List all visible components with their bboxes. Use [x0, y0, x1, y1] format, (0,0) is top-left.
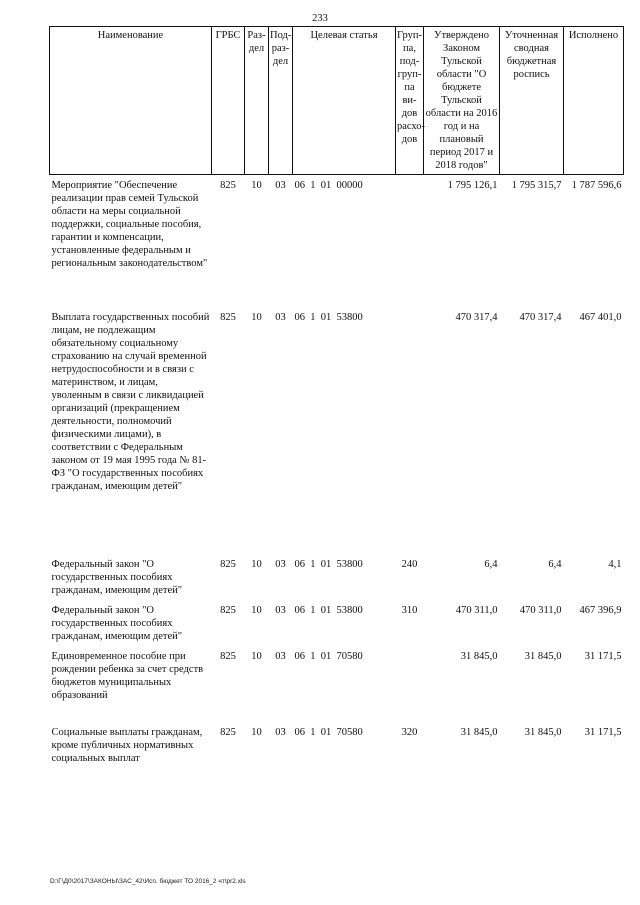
row-razdel: 10	[251, 312, 262, 323]
row-name: Единовременное пособие при рождении ребенка за счет средств бюджетов муниципальных образований	[51, 651, 204, 701]
row-executed: 467 401,0	[579, 312, 622, 323]
row-podrazdel: 03	[275, 180, 286, 191]
budget-table	[49, 26, 624, 798]
row-grbs: 825	[220, 651, 236, 662]
footer-file-path: D:\Г\Д0\2017\ЗАКОНЫ\ЗАС_42\Исп. бюджет ТО 2016_2 чт\pr2.xls	[50, 878, 246, 885]
table-row	[50, 646, 624, 722]
row-razdel: 10	[251, 559, 262, 570]
row-group: 240	[401, 559, 418, 570]
row-grbs: 825	[220, 559, 236, 570]
row-grbs: 825	[220, 312, 236, 323]
row-executed: 31 171,5	[584, 727, 622, 738]
row-refined: 470 317,4	[519, 312, 562, 323]
row-target: 06 1 01 70580	[294, 727, 363, 738]
row-name: Федеральный закон "О государственных пособиях гражданам, имеющим детей"	[51, 559, 183, 596]
row-refined: 1 795 315,7	[511, 180, 562, 191]
table-row	[50, 554, 624, 600]
header-group: Груп-па, под-груп-па ви-дов расхо-дов	[396, 27, 424, 175]
row-target: 06 1 01 00000	[294, 180, 363, 191]
row-approved: 6,4	[484, 559, 498, 570]
header-approved: Утверждено Законом Тульской области "О бюджете Тульской области на 2016 год и на плановый период 2017 и 2018 годов"	[424, 27, 500, 175]
row-target: 06 1 01 53800	[294, 559, 363, 570]
header-podrazdel: Под-раз-дел	[269, 27, 293, 175]
row-refined: 470 311,0	[519, 605, 562, 616]
table-header-row	[50, 27, 624, 175]
row-target: 06 1 01 70580	[294, 651, 363, 662]
row-podrazdel: 03	[275, 651, 286, 662]
row-name: Социальные выплаты гражданам, кроме публичных нормативных социальных выплат	[51, 727, 203, 764]
row-podrazdel: 03	[275, 559, 286, 570]
row-refined: 31 845,0	[524, 727, 562, 738]
table-row	[50, 600, 624, 646]
row-approved: 1 795 126,1	[447, 180, 498, 191]
row-group: 320	[401, 727, 418, 738]
row-razdel: 10	[251, 651, 262, 662]
row-grbs: 825	[220, 727, 236, 738]
page-number: 233	[312, 13, 328, 24]
row-approved: 470 311,0	[455, 605, 498, 616]
row-grbs: 825	[220, 180, 236, 191]
row-group	[396, 175, 424, 308]
row-razdel: 10	[251, 180, 262, 191]
row-podrazdel: 03	[275, 605, 286, 616]
header-name: Наименование	[50, 27, 212, 175]
row-razdel: 10	[251, 727, 262, 738]
row-name: Мероприятие "Обеспечение реализации прав семей Тульской области на меры социальной поддержки, социальные пособия, гарантии и компенсации, установленные федеральным и региональным законодательством"	[51, 180, 208, 269]
row-podrazdel: 03	[275, 727, 286, 738]
row-refined: 31 845,0	[524, 651, 562, 662]
header-razdel: Раз-дел	[245, 27, 269, 175]
header-target: Целевая статья	[293, 27, 396, 175]
row-target: 06 1 01 53800	[294, 605, 363, 616]
table-row	[50, 175, 624, 308]
header-refined: Уточненная сводная бюджетная роспись	[500, 27, 564, 175]
row-grbs: 825	[220, 605, 236, 616]
table-row	[50, 722, 624, 798]
row-executed: 1 787 596,6	[571, 180, 622, 191]
row-executed: 31 171,5	[584, 651, 622, 662]
row-group	[396, 646, 424, 722]
row-name: Федеральный закон "О государственных пособиях гражданам, имеющим детей"	[51, 605, 183, 642]
header-grbs: ГРБС	[212, 27, 245, 175]
header-executed: Исполнено	[564, 27, 624, 175]
row-executed: 467 396,9	[579, 605, 622, 616]
row-approved: 31 845,0	[460, 651, 498, 662]
row-approved: 31 845,0	[460, 727, 498, 738]
row-approved: 470 317,4	[455, 312, 498, 323]
row-target: 06 1 01 53800	[294, 312, 363, 323]
row-group: 310	[401, 605, 418, 616]
row-refined: 6,4	[548, 559, 562, 570]
row-group	[396, 307, 424, 554]
row-name: Выплата государственных пособий лицам, не подлежащим обязательному социальному страхованию на случай временной нетрудоспособности и в связи с материнством, и лицам, уволенным в связи с ликвидацией организаций (прекращением деятельности, полномочий физическими лицами), в соответствии с Федеральным законом от 19 мая 1995 года № 81-ФЗ "О государственных пособиях гражданам, имеющим детей"	[51, 312, 210, 492]
row-podrazdel: 03	[275, 312, 286, 323]
row-executed: 4,1	[608, 559, 622, 570]
row-razdel: 10	[251, 605, 262, 616]
table-row	[50, 307, 624, 554]
